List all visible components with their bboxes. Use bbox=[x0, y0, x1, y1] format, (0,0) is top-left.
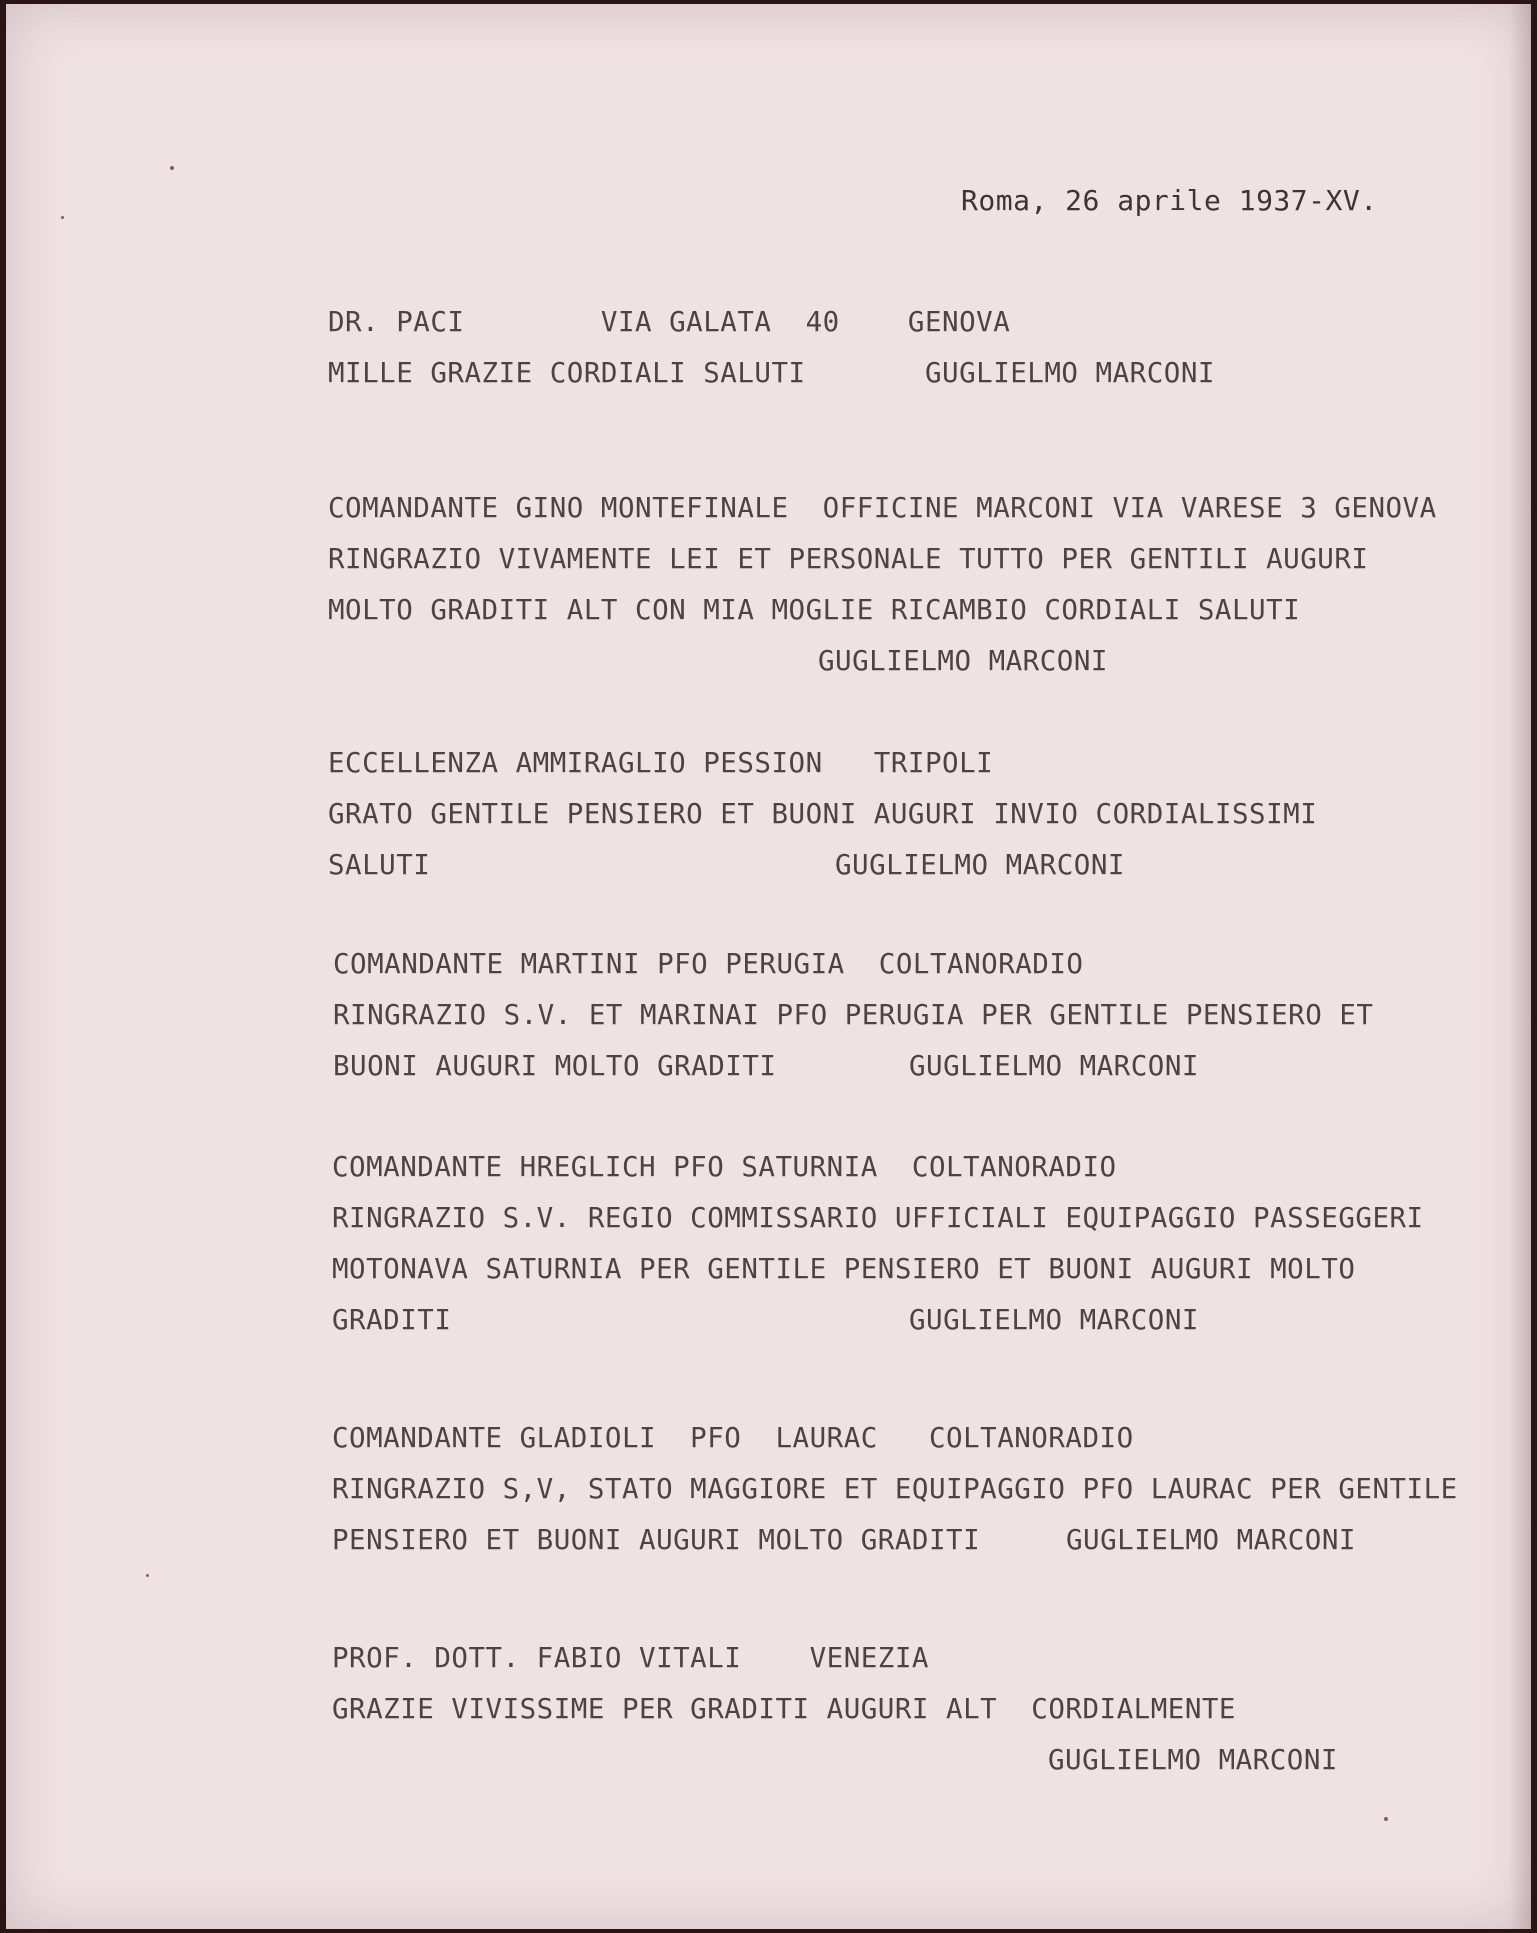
telegram-text: GRATO GENTILE PENSIERO ET BUONI AUGURI INVIO CORDIALISSIMI bbox=[328, 798, 1318, 830]
telegram-signature: GUGLIELMO MARCONI bbox=[909, 1050, 1199, 1082]
telegram-text: RINGRAZIO S.V. ET MARINAI PFO PERUGIA PER GENTILE PENSIERO ET bbox=[333, 999, 1374, 1031]
telegram-recipient: COMANDANTE MARTINI PFO PERUGIA COLTANORADIO bbox=[333, 948, 1084, 980]
telegram-text: MOLTO GRADITI ALT CON MIA MOGLIE RICAMBIO CORDIALI SALUTI bbox=[328, 594, 1301, 626]
telegram-text: BUONI AUGURI MOLTO GRADITI bbox=[333, 1050, 777, 1082]
telegram-recipient: PROF. DOTT. FABIO VITALI VENEZIA bbox=[332, 1642, 929, 1674]
telegram-recipient: ECCELLENZA AMMIRAGLIO PESSION TRIPOLI bbox=[328, 747, 994, 779]
telegram-signature: GUGLIELMO MARCONI bbox=[835, 849, 1125, 881]
telegram-recipient: COMANDANTE HREGLICH PFO SATURNIA COLTANORADIO bbox=[332, 1151, 1117, 1183]
telegram-text: RINGRAZIO S,V, STATO MAGGIORE ET EQUIPAGGIO PFO LAURAC PER GENTILE bbox=[332, 1473, 1458, 1505]
telegram-text: PENSIERO ET BUONI AUGURI MOLTO GRADITI bbox=[332, 1524, 981, 1556]
telegram-signature: GUGLIELMO MARCONI bbox=[1048, 1744, 1338, 1776]
telegram-text: MOTONAVA SATURNIA PER GENTILE PENSIERO ET BUONI AUGURI MOLTO bbox=[332, 1253, 1356, 1285]
telegram-signature: GUGLIELMO MARCONI bbox=[1066, 1524, 1356, 1556]
telegram-recipient: DR. PACI VIA GALATA 40 GENOVA bbox=[328, 306, 1011, 338]
telegram-text: RINGRAZIO S.V. REGIO COMMISSARIO UFFICIALI EQUIPAGGIO PASSEGGERI bbox=[332, 1202, 1424, 1234]
telegram-signature: GUGLIELMO MARCONI bbox=[818, 645, 1108, 677]
letter-page bbox=[6, 4, 1531, 1929]
telegram-signature: GUGLIELMO MARCONI bbox=[909, 1304, 1199, 1336]
paper-speck bbox=[61, 216, 64, 219]
telegram-text: SALUTI bbox=[328, 849, 431, 881]
paper-speck bbox=[170, 166, 174, 170]
telegram-recipient: COMANDANTE GLADIOLI PFO LAURAC COLTANORADIO bbox=[332, 1422, 1134, 1454]
telegram-recipient: COMANDANTE GINO MONTEFINALE OFFICINE MARCONI VIA VARESE 3 GENOVA bbox=[328, 492, 1437, 524]
telegram-text: GRAZIE VIVISSIME PER GRADITI AUGURI ALT CORDIALMENTE bbox=[332, 1693, 1236, 1725]
date-line: Roma, 26 aprile 1937-XV. bbox=[961, 184, 1378, 217]
telegram-text: GRADITI bbox=[332, 1304, 452, 1336]
telegram-text: MILLE GRAZIE CORDIALI SALUTI GUGLIELMO MARCONI bbox=[328, 357, 1215, 389]
paper-speck bbox=[1384, 1817, 1388, 1821]
telegram-text: RINGRAZIO VIVAMENTE LEI ET PERSONALE TUTTO PER GENTILI AUGURI bbox=[328, 543, 1369, 575]
paper-speck bbox=[146, 1574, 149, 1577]
